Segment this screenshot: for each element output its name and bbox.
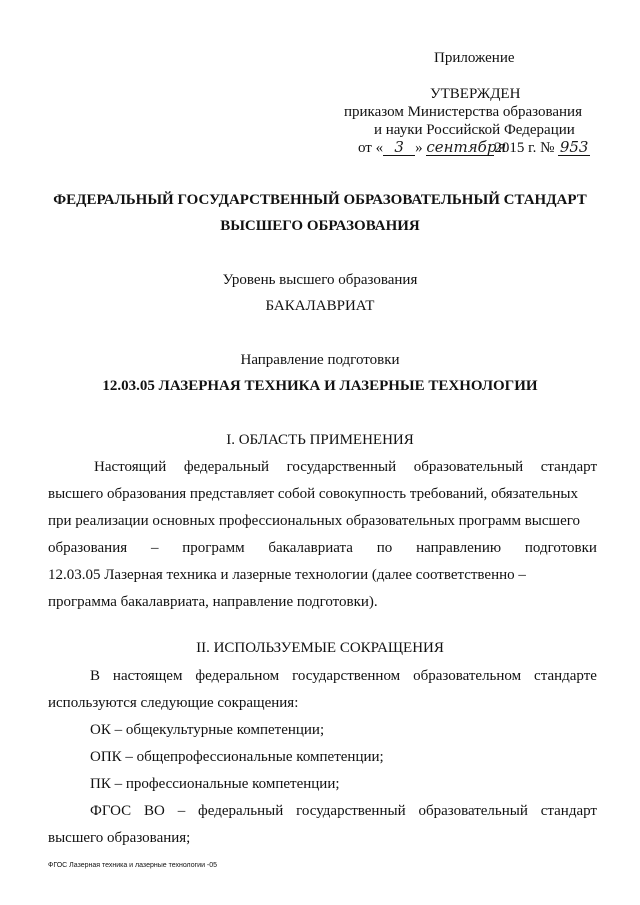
word: государственный xyxy=(286,459,397,475)
section-1-line-6: программа бакалавриата, направление подготовки). xyxy=(48,594,378,610)
section-1-line-3: при реализации основных профессиональных образовательных программ высшего xyxy=(48,513,581,529)
order-date-line xyxy=(358,140,590,157)
abbrev-item-fgos-line-2: высшего образования; xyxy=(48,830,191,846)
word: подготовки xyxy=(524,540,597,556)
section-2-intro-line-2: используются следующие сокращения: xyxy=(48,695,299,711)
doc-title-line-1: ФЕДЕРАЛЬНЫЙ ГОСУДАРСТВЕННЫЙ ОБРАЗОВАТЕЛЬНЫЙ СТАНДАРТ xyxy=(53,192,587,208)
word: образовательном xyxy=(413,668,522,684)
abbrev-item-fgos-line-1 xyxy=(90,803,597,820)
direction-value: 12.03.05 ЛАЗЕРНАЯ ТЕХНИКА И ЛАЗЕРНЫЕ ТЕХНОЛОГИИ xyxy=(102,378,538,394)
word: образования xyxy=(48,540,128,556)
level-label: Уровень высшего образования xyxy=(222,272,418,288)
word: ВО xyxy=(144,803,165,819)
date-year: 2015 г. № xyxy=(494,140,555,156)
date-mid: » xyxy=(415,140,423,156)
word: государственный xyxy=(296,803,406,819)
word: федеральном xyxy=(195,668,280,684)
word: федеральный xyxy=(183,459,270,475)
section-1-line-2: высшего образования представляет собой совокупность требований, обязательных xyxy=(48,486,578,502)
date-month-handwritten: сентября xyxy=(426,138,507,156)
word: федеральный xyxy=(198,803,284,819)
abbrev-item-ok: ОК – общекультурные компетенции; xyxy=(90,722,325,738)
direction-label: Направление подготовки xyxy=(240,352,400,368)
word: государственном xyxy=(292,668,401,684)
section-1-line-1 xyxy=(94,459,597,476)
word: образовательный xyxy=(418,803,528,819)
appendix-label: Приложение xyxy=(434,50,515,66)
order-line-1: приказом Министерства образования xyxy=(344,104,582,120)
section-1-heading: I. ОБЛАСТЬ ПРИМЕНЕНИЯ xyxy=(226,432,414,448)
date-day-handwritten: 3 xyxy=(383,140,415,156)
section-2-intro-line-1 xyxy=(90,668,597,685)
abbrev-item-pk: ПК – профессиональные компетенции; xyxy=(90,776,340,792)
word: стандарт xyxy=(540,803,597,819)
word: по xyxy=(376,540,393,556)
level-value: БАКАЛАВРИАТ xyxy=(265,298,375,314)
order-number-handwritten: 953 xyxy=(559,138,589,156)
word: стандарт xyxy=(540,459,597,475)
word: бакалавриата xyxy=(268,540,353,556)
word: – xyxy=(177,803,186,819)
section-1-line-4 xyxy=(48,540,597,557)
word: ФГОС xyxy=(90,803,132,819)
word: – xyxy=(150,540,159,556)
abbrev-item-opk: ОПК – общепрофессиональные компетенции; xyxy=(90,749,384,765)
page-footer: ФГОС Лазерная техника и лазерные технологии -05 xyxy=(48,862,218,869)
order-line-2: и науки Российской Федерации xyxy=(374,122,575,138)
word: Настоящий xyxy=(94,459,167,475)
section-1-line-5: 12.03.05 Лазерная техника и лазерные технологии (далее соответственно – xyxy=(48,567,526,583)
word: направлению xyxy=(416,540,502,556)
doc-title-line-2: ВЫСШЕГО ОБРАЗОВАНИЯ xyxy=(220,218,420,234)
date-prefix: от « xyxy=(358,140,384,156)
section-2-heading: II. ИСПОЛЬЗУЕМЫЕ СОКРАЩЕНИЯ xyxy=(196,640,444,656)
word: настоящем xyxy=(112,668,183,684)
word: стандарте xyxy=(534,668,597,684)
word: В xyxy=(90,668,101,684)
word: образовательный xyxy=(413,459,524,475)
approved-label: УТВЕРЖДЕН xyxy=(430,86,521,102)
word: программ xyxy=(182,540,245,556)
